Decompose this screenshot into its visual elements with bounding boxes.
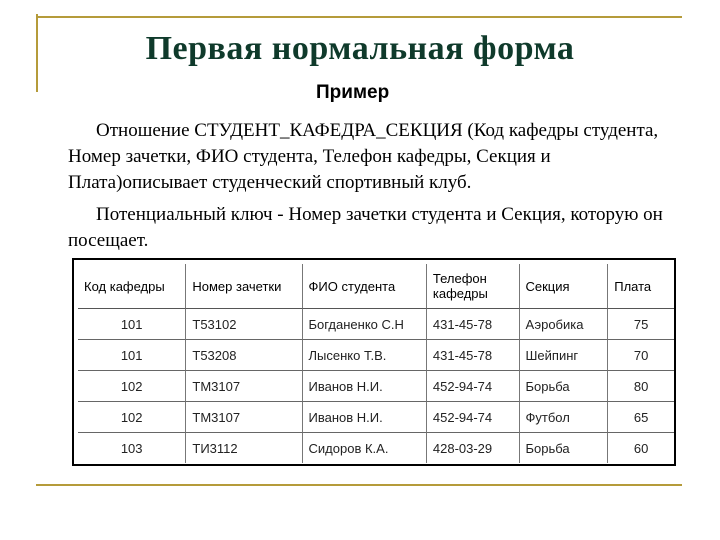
cell-department-phone: 452-94-74 [426,371,519,402]
table-row [78,433,674,463]
cell-student-name: Иванов Н.И. [302,371,426,402]
cell-department-code: 103 [120,440,143,456]
slide-subtitle: Пример [316,82,390,103]
cell-record-book-number: Т53208 [185,340,301,371]
header-department-phone: Телефон кафедры [426,264,519,309]
cell-student-name: Лысенко Т.В. [302,340,426,371]
header-record-book-number: Номер зачетки [185,264,301,309]
cell-department-phone: 428-03-29 [426,433,519,463]
cell-student-name: Богданенко С.Н [302,309,426,340]
cell-record-book-number: ТМ3107 [185,371,301,402]
cell-fee: 80 [607,371,674,402]
table-row [78,402,674,433]
decorative-top-line [36,16,682,18]
cell-record-book-number: ТМ3107 [185,402,301,433]
cell-student-name: Иванов Н.И. [302,402,426,433]
cell-section: Футбол [519,402,608,433]
cell-department-phone: 452-94-74 [426,402,519,433]
relation-description: Отношение СТУДЕНТ_КАФЕДРА_СЕКЦИЯ (Код кафедры студента, Номер зачетки, ФИО студента, Телефон кафедры, Секция и Плата)описывает студенческий спортивный клуб. [68,120,659,193]
candidate-key-description: Потенциальный ключ - Номер зачетки студента и Секция, которую он посещает. [68,204,663,251]
student-department-section-table [78,264,674,463]
cell-record-book-number: Т53102 [185,309,301,340]
header-student-name: ФИО студента [302,264,426,309]
cell-fee: 75 [607,309,674,340]
table-row [78,371,674,402]
slide-title: Первая нормальная форма [145,30,575,67]
cell-section: Борьба [519,371,608,402]
header-department-code: Код кафедры [78,264,185,309]
cell-department-code: 102 [78,402,185,433]
cell-fee: 60 [607,433,674,463]
cell-fee: 65 [607,402,674,433]
cell-section: Аэробика [519,309,608,340]
table-header-row [78,264,674,309]
table-row [78,309,674,340]
header-fee: Плата [607,264,674,309]
example-table-frame [72,258,676,466]
cell-department-code: 102 [78,371,185,402]
cell-department-phone: 431-45-78 [426,309,519,340]
cell-department-phone: 431-45-78 [426,340,519,371]
cell-section: Борьба [519,433,608,463]
header-section: Секция [519,264,608,309]
cell-record-book-number: ТИ3112 [185,433,301,463]
cell-fee: 70 [607,340,674,371]
cell-student-name: Сидоров К.А. [302,433,426,463]
cell-department-code: 101 [78,340,185,371]
cell-section: Шейпинг [519,340,608,371]
table-row [78,340,674,371]
decorative-bottom-line [36,484,682,486]
cell-department-code: 101 [78,309,185,340]
